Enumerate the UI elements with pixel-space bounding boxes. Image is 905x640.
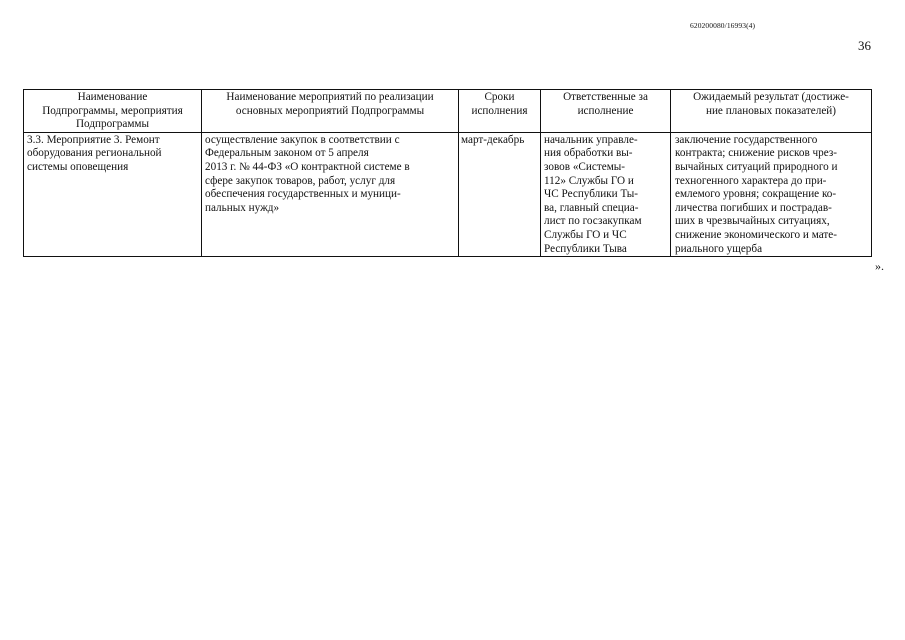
header-line: Подпрограммы, мероприятия — [42, 104, 183, 117]
cell-line: риального ущерба — [675, 242, 763, 255]
cell-line: ва, главный специа- — [544, 201, 639, 214]
cell-line: осуществление закупок в соответствии с — [205, 133, 400, 146]
header-cell-subprogram-name — [24, 90, 202, 133]
cell-line: оборудования региональной — [27, 147, 162, 160]
header-line: исполнения — [471, 104, 528, 117]
cell-line: системы оповещения — [27, 160, 129, 173]
cell-line: обеспечения государственных и муници- — [205, 188, 401, 201]
cell-line: 2013 г. № 44-ФЗ «О контрактной системе в — [205, 160, 410, 173]
cell-line: контракта; снижение рисков чрез- — [675, 147, 837, 160]
cell-line: Службы ГО и ЧС — [544, 228, 627, 241]
header-line: исполнение — [577, 104, 634, 117]
table-row — [24, 132, 872, 256]
cell-line: пальных нужд» — [205, 201, 280, 214]
header-line: Подпрограммы — [75, 118, 150, 131]
header-line: Ответственные за — [563, 91, 648, 103]
cell-line: 3.3. Мероприятие 3. Ремонт — [27, 133, 160, 146]
header-cell-responsible — [541, 90, 671, 133]
cell-line: ших в чрезвычайных ситуациях, — [675, 215, 830, 228]
cell-line: Федеральным законом от 5 апреля — [205, 147, 369, 160]
cell-expected-result — [671, 132, 872, 256]
cell-line: заключение государственного — [675, 133, 818, 146]
cell-line: снижение экономического и мате- — [675, 228, 837, 241]
cell-line: начальник управле- — [544, 133, 638, 146]
cell-line: личества погибших и пострадав- — [675, 201, 832, 214]
page-number: 36 — [858, 38, 871, 53]
cell-line: сфере закупок товаров, работ, услуг для — [205, 174, 396, 187]
header-cell-expected-result — [671, 90, 872, 133]
header-line: Наименование — [77, 91, 148, 103]
header-cell-deadlines — [459, 90, 541, 133]
cell-line: емлемого уровня; сокращение ко- — [675, 188, 837, 201]
header-line: Сроки — [484, 91, 515, 103]
cell-line: ния обработки вы- — [544, 147, 633, 160]
measures-table — [23, 89, 872, 257]
document-code: 620200080/16993(4) — [690, 21, 756, 30]
cell-line: Республики Тыва — [544, 242, 627, 255]
cell-line: зовов «Системы- — [544, 160, 626, 173]
closing-quote: ». — [875, 259, 884, 273]
cell-line: вычайных ситуаций природного и — [675, 160, 838, 173]
header-line: Ожидаемый результат (достиже- — [693, 91, 849, 103]
header-line: ние плановых показателей) — [705, 104, 837, 117]
cell-implementation-measures — [202, 132, 459, 256]
cell-line: март-декабрь — [461, 133, 525, 146]
cell-line: лист по госзакупкам — [544, 215, 642, 228]
header-line: основных мероприятий Подпрограммы — [235, 104, 425, 117]
header-line: Наименование мероприятий по реализации — [226, 91, 434, 103]
table-header-row — [24, 90, 872, 133]
cell-responsible — [541, 132, 671, 256]
cell-line: 112» Службы ГО и — [544, 174, 634, 187]
cell-deadline — [459, 132, 541, 256]
cell-line: ЧС Республики Ты- — [544, 188, 638, 201]
header-cell-measures-name — [202, 90, 459, 133]
cell-measure-name — [24, 132, 202, 256]
cell-line: техногенного характера до при- — [675, 174, 827, 187]
